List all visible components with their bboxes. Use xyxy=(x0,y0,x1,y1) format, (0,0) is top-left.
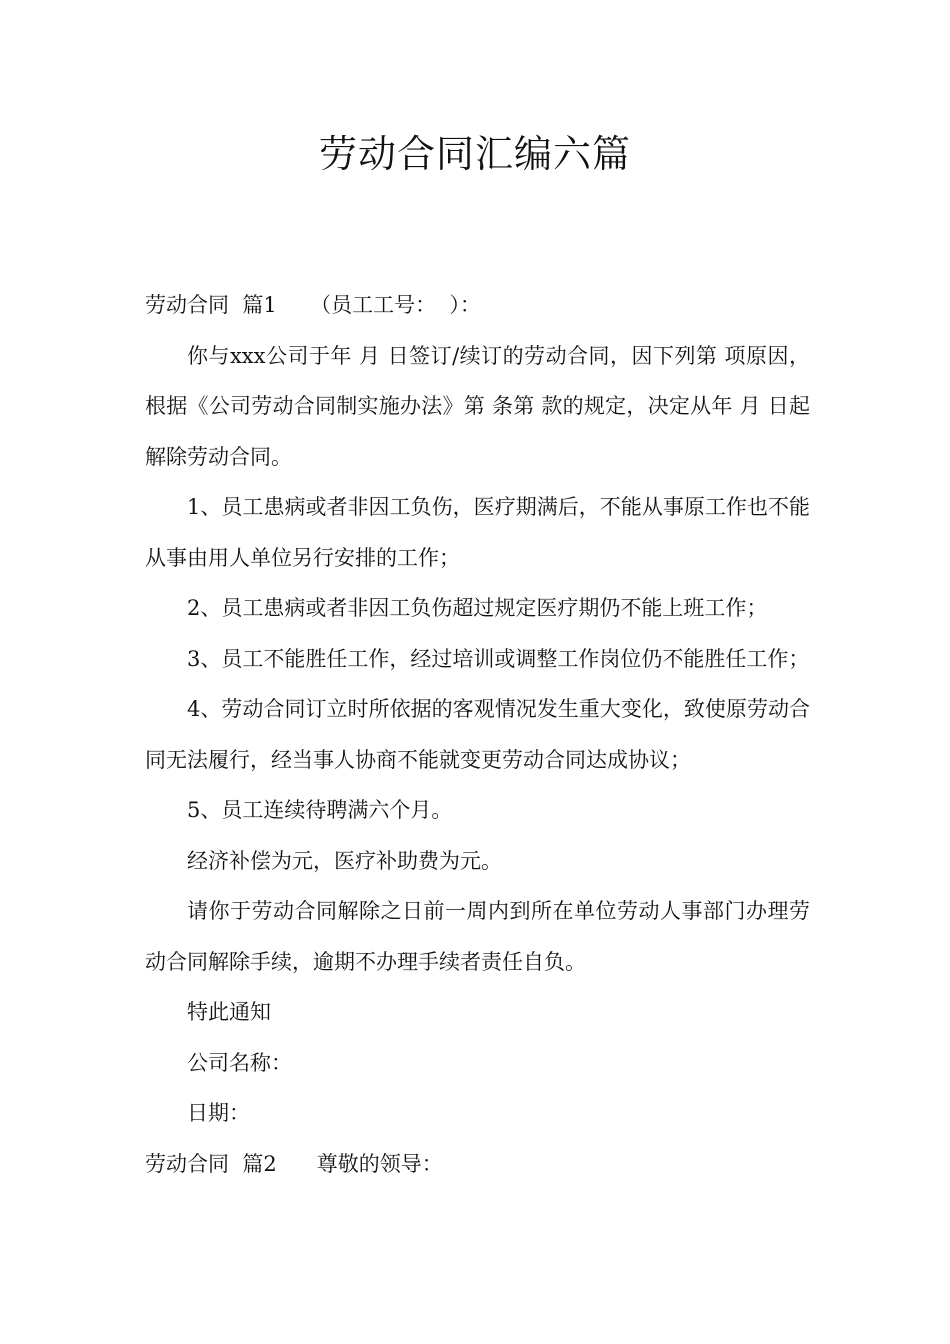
paragraph-item-5: 5、员工连续待聘满六个月。 xyxy=(187,798,453,822)
paragraph-item-3: 3、员工不能胜任工作，经过培训或调整工作岗位仍不能胜任工作； xyxy=(187,646,810,671)
document-title: 劳动合同汇编六篇 xyxy=(318,132,631,176)
document-body xyxy=(145,280,810,1189)
paragraph-compensation: 经济补偿为元，医疗补助费为元。 xyxy=(187,848,502,873)
paragraph-item-4: 4、劳动合同订立时所依据的客观情况发生重大变化，致使原劳动合同无法履行，经当事人协商不能就变更劳动合同达成协议； xyxy=(145,697,810,772)
paragraph-instructions: 请你于劳动合同解除之日前一周内到所在单位劳动人事部门办理劳动合同解除手续，逾期不办理手续者责任自负。 xyxy=(145,899,810,974)
paragraph-item-2: 2、员工患病或者非因工负伤超过规定医疗期仍不能上班工作； xyxy=(187,596,768,620)
section-2-heading: 劳动合同 篇2 尊敬的领导： xyxy=(145,1151,443,1176)
paragraph-company-name: 公司名称： xyxy=(187,1050,292,1075)
section-1-heading: 劳动合同 篇1 （员工工号： ）： xyxy=(145,293,481,317)
paragraph-intro: 你与xxx公司于年 月 日签订/续订的劳动合同，因下列第 项原因，根据《公司劳动合同制实施办法》第 条第 款的规定，决定从年 月 日起解除劳动合同。 xyxy=(145,343,810,469)
paragraph-date: 日期： xyxy=(187,1101,250,1125)
paragraph-notice: 特此通知 xyxy=(187,1000,271,1024)
paragraph-item-1: 1、员工患病或者非因工负伤，医疗期满后，不能从事原工作也不能从事由用人单位另行安排的工作； xyxy=(145,495,810,570)
